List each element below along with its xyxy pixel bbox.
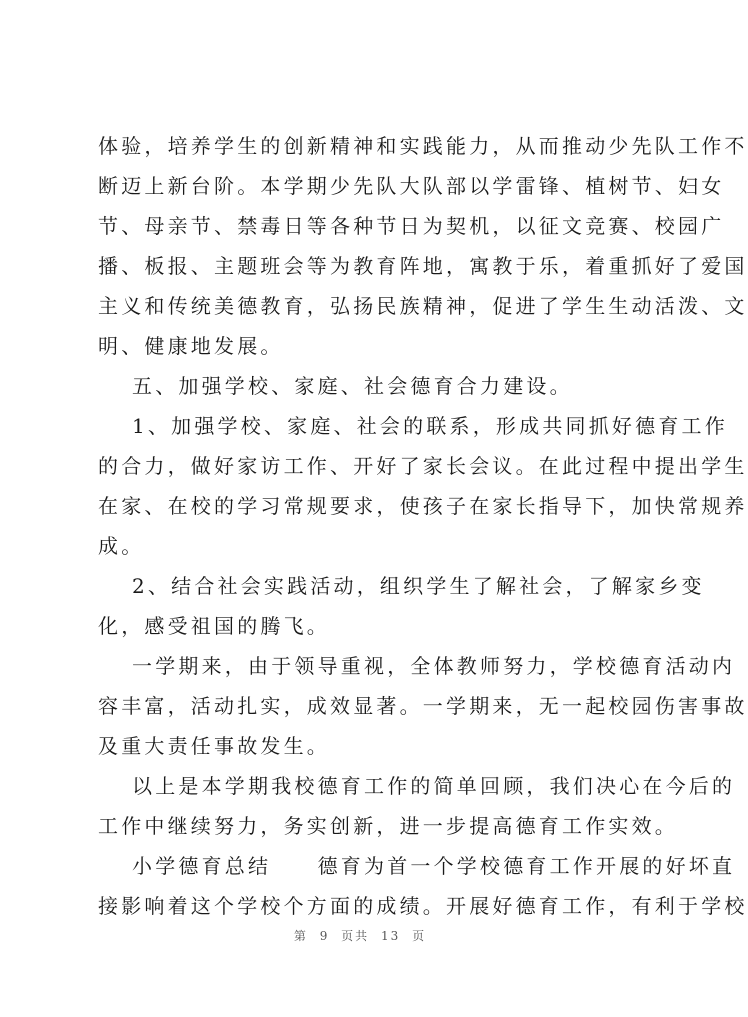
section-heading: 五、加强学校、家庭、社会德育合力建设。 — [132, 374, 573, 398]
text-line: 断迈上新台阶。本学期少先队大队部以学雷锋、植树节、妇女 — [98, 174, 725, 198]
text-line: 明、健康地发展。 — [98, 334, 284, 358]
text-line: 播、板报、主题班会等为教育阵地，寓教于乐，着重抓好了爱国 — [98, 254, 748, 278]
text-line: 化，感受祖国的腾飞。 — [98, 614, 330, 638]
text-line: 以上是本学期我校德育工作的简单回顾，我们决心在今后的 — [132, 774, 736, 798]
text-line: 的合力，做好家访工作、开好了家长会议。在此过程中提出学生 — [98, 454, 748, 478]
text-line: 节、母亲节、禁毒日等各种节日为契机，以征文竞赛、校园广 — [98, 214, 725, 238]
page-number: 第 9 页共 13 页 — [293, 929, 427, 943]
text-line: 容丰富，活动扎实，成效显著。一学期来，无一起校园伤害事故 — [98, 694, 748, 718]
text-line: 主义和传统美德教育，弘扬民族精神，促进了学生生动活泼、文 — [98, 294, 748, 318]
text-line: 1、加强学校、家庭、社会的联系，形成共同抓好德育工作 — [132, 414, 728, 438]
text-line: 工作中继续努力，务实创新，进一步提高德育工作实效。 — [98, 814, 678, 838]
text-line: 体验，培养学生的创新精神和实践能力，从而推动少先队工作不 — [98, 134, 748, 158]
text-line: 小学德育总结 德育为首一个学校德育工作开展的好坏直 — [132, 854, 736, 878]
text-line: 接影响着这个学校个方面的成绩。开展好德育工作，有利于学校 — [98, 894, 748, 918]
text-line: 成。 — [98, 534, 145, 558]
text-line: 2、结合社会实践活动，组织学生了解社会，了解家乡变 — [132, 574, 705, 598]
text-line: 在家、在校的学习常规要求，使孩子在家长指导下，加快常规养 — [98, 494, 748, 518]
text-line: 一学期来，由于领导重视，全体教师努力，学校德育活动内 — [132, 654, 736, 678]
text-line: 及重大责任事故发生。 — [98, 734, 330, 758]
